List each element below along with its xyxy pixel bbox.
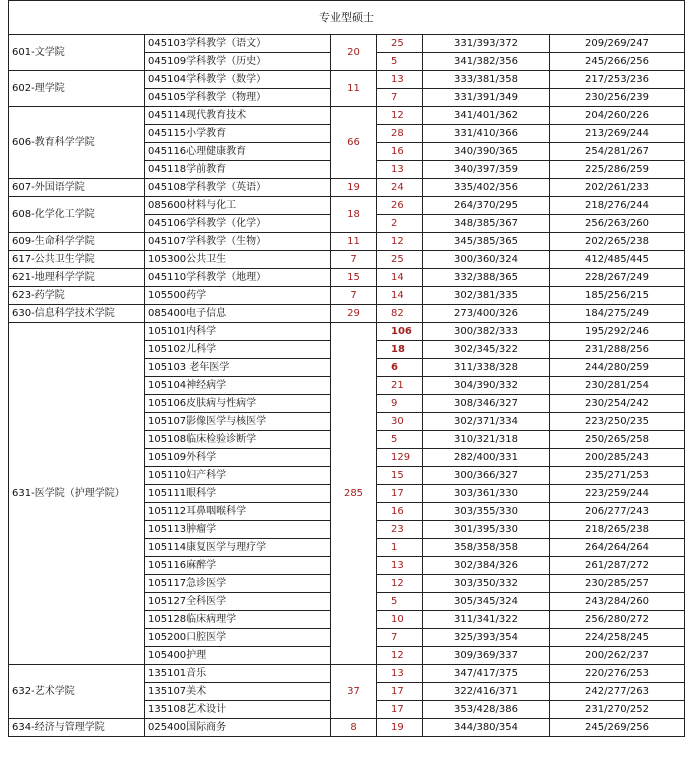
table-row (9, 107, 685, 125)
total-score-cell: 309/369/337 (423, 647, 550, 665)
total-score-cell: 264/370/295 (423, 197, 550, 215)
major-cell: 045105学科教学（物理） (145, 89, 331, 107)
major-cell: 105113肿瘤学 (145, 521, 331, 539)
quota-cell: 66 (331, 107, 377, 179)
table-title: 专业型硕士 (9, 1, 685, 35)
subject-score-cell: 231/270/252 (550, 701, 685, 719)
total-score-cell: 303/355/330 (423, 503, 550, 521)
subject-score-cell: 224/258/245 (550, 629, 685, 647)
college-cell: 632-艺术学院 (9, 665, 145, 719)
enrolled-cell: 5 (377, 593, 423, 611)
total-score-cell: 348/385/367 (423, 215, 550, 233)
subject-score-cell: 213/269/244 (550, 125, 685, 143)
college-cell: 634-经济与管理学院 (9, 719, 145, 737)
enrolled-cell: 106 (377, 323, 423, 341)
enrolled-cell: 13 (377, 71, 423, 89)
subject-score-cell: 223/259/244 (550, 485, 685, 503)
major-cell: 045116心理健康教育 (145, 143, 331, 161)
subject-score-cell: 225/286/259 (550, 161, 685, 179)
major-cell: 105128临床病理学 (145, 611, 331, 629)
quota-cell: 37 (331, 665, 377, 719)
total-score-cell: 304/390/332 (423, 377, 550, 395)
total-score-cell: 340/390/365 (423, 143, 550, 161)
major-cell: 085400电子信息 (145, 305, 331, 323)
major-cell: 105114康复医学与理疗学 (145, 539, 331, 557)
major-cell: 105102儿科学 (145, 341, 331, 359)
enrolled-cell: 12 (377, 107, 423, 125)
subject-score-cell: 206/277/243 (550, 503, 685, 521)
subject-score-cell: 185/256/215 (550, 287, 685, 305)
title-row (9, 1, 685, 35)
enrolled-cell: 25 (377, 35, 423, 53)
enrolled-cell: 12 (377, 233, 423, 251)
total-score-cell: 302/371/334 (423, 413, 550, 431)
enrolled-cell: 9 (377, 395, 423, 413)
enrolled-cell: 17 (377, 701, 423, 719)
subject-score-cell: 220/276/253 (550, 665, 685, 683)
subject-score-cell: 256/263/260 (550, 215, 685, 233)
subject-score-cell: 244/280/259 (550, 359, 685, 377)
major-cell: 105106皮肤病与性病学 (145, 395, 331, 413)
college-cell: 609-生命科学学院 (9, 233, 145, 251)
total-score-cell: 332/388/365 (423, 269, 550, 287)
enrolled-cell: 2 (377, 215, 423, 233)
college-cell: 617-公共卫生学院 (9, 251, 145, 269)
enrolled-cell: 16 (377, 503, 423, 521)
subject-score-cell: 230/254/242 (550, 395, 685, 413)
total-score-cell: 273/400/326 (423, 305, 550, 323)
total-score-cell: 344/380/354 (423, 719, 550, 737)
subject-score-cell: 204/260/226 (550, 107, 685, 125)
total-score-cell: 353/428/386 (423, 701, 550, 719)
major-cell: 135101音乐 (145, 665, 331, 683)
college-cell: 608-化学化工学院 (9, 197, 145, 233)
subject-score-cell: 412/485/445 (550, 251, 685, 269)
table-row (9, 179, 685, 197)
major-cell: 045118学前教育 (145, 161, 331, 179)
subject-score-cell: 230/256/239 (550, 89, 685, 107)
score-sheet (8, 0, 684, 765)
enrolled-cell: 13 (377, 557, 423, 575)
quota-cell: 285 (331, 323, 377, 665)
quota-cell: 11 (331, 233, 377, 251)
major-cell: 105112耳鼻咽喉科学 (145, 503, 331, 521)
college-cell: 623-药学院 (9, 287, 145, 305)
major-cell: 105116麻醉学 (145, 557, 331, 575)
major-cell: 105108临床检验诊断学 (145, 431, 331, 449)
quota-cell: 19 (331, 179, 377, 197)
total-score-cell: 301/395/330 (423, 521, 550, 539)
total-score-cell: 322/416/371 (423, 683, 550, 701)
table-row (9, 323, 685, 341)
total-score-cell: 345/385/365 (423, 233, 550, 251)
quota-cell: 15 (331, 269, 377, 287)
subject-score-cell: 250/265/258 (550, 431, 685, 449)
college-cell: 621-地理科学学院 (9, 269, 145, 287)
total-score-cell: 305/345/324 (423, 593, 550, 611)
subject-score-cell: 254/281/267 (550, 143, 685, 161)
major-cell: 105104神经病学 (145, 377, 331, 395)
major-cell: 135108艺术设计 (145, 701, 331, 719)
subject-score-cell: 235/271/253 (550, 467, 685, 485)
subject-score-cell: 200/262/237 (550, 647, 685, 665)
subject-score-cell: 242/277/263 (550, 683, 685, 701)
major-cell: 105107影像医学与核医学 (145, 413, 331, 431)
subject-score-cell: 261/287/272 (550, 557, 685, 575)
total-score-cell: 302/345/322 (423, 341, 550, 359)
table-row (9, 665, 685, 683)
quota-cell: 11 (331, 71, 377, 107)
major-cell: 045109学科教学（历史） (145, 53, 331, 71)
total-score-cell: 303/350/332 (423, 575, 550, 593)
subject-score-cell: 223/250/235 (550, 413, 685, 431)
major-cell: 025400国际商务 (145, 719, 331, 737)
quota-cell: 7 (331, 287, 377, 305)
major-cell: 045103学科教学（语文） (145, 35, 331, 53)
quota-cell: 20 (331, 35, 377, 71)
subject-score-cell: 228/267/249 (550, 269, 685, 287)
enrolled-cell: 14 (377, 269, 423, 287)
total-score-cell: 303/361/330 (423, 485, 550, 503)
enrolled-cell: 7 (377, 629, 423, 647)
enrolled-cell: 30 (377, 413, 423, 431)
subject-score-cell: 200/285/243 (550, 449, 685, 467)
college-cell: 607-外国语学院 (9, 179, 145, 197)
major-cell: 105101内科学 (145, 323, 331, 341)
score-table (8, 0, 685, 737)
total-score-cell: 331/410/366 (423, 125, 550, 143)
major-cell: 105110妇产科学 (145, 467, 331, 485)
table-row (9, 269, 685, 287)
total-score-cell: 340/397/359 (423, 161, 550, 179)
total-score-cell: 300/360/324 (423, 251, 550, 269)
quota-cell: 8 (331, 719, 377, 737)
major-cell: 105200口腔医学 (145, 629, 331, 647)
total-score-cell: 310/321/318 (423, 431, 550, 449)
subject-score-cell: 230/281/254 (550, 377, 685, 395)
subject-score-cell: 245/269/256 (550, 719, 685, 737)
enrolled-cell: 7 (377, 89, 423, 107)
subject-score-cell: 202/261/233 (550, 179, 685, 197)
total-score-cell: 308/346/327 (423, 395, 550, 413)
enrolled-cell: 16 (377, 143, 423, 161)
major-cell: 045104学科教学（数学） (145, 71, 331, 89)
major-cell: 045106学科教学（化学） (145, 215, 331, 233)
total-score-cell: 311/341/322 (423, 611, 550, 629)
enrolled-cell: 26 (377, 197, 423, 215)
subject-score-cell: 245/266/256 (550, 53, 685, 71)
total-score-cell: 331/391/349 (423, 89, 550, 107)
table-row (9, 719, 685, 737)
major-cell: 085600材料与化工 (145, 197, 331, 215)
enrolled-cell: 21 (377, 377, 423, 395)
enrolled-cell: 10 (377, 611, 423, 629)
enrolled-cell: 1 (377, 539, 423, 557)
quota-cell: 29 (331, 305, 377, 323)
table-row (9, 251, 685, 269)
table-row (9, 71, 685, 89)
subject-score-cell: 264/264/264 (550, 539, 685, 557)
enrolled-cell: 6 (377, 359, 423, 377)
major-cell: 105117急诊医学 (145, 575, 331, 593)
major-cell: 105127全科医学 (145, 593, 331, 611)
table-row (9, 305, 685, 323)
enrolled-cell: 5 (377, 431, 423, 449)
total-score-cell: 300/382/333 (423, 323, 550, 341)
quota-cell: 7 (331, 251, 377, 269)
college-cell: 602-理学院 (9, 71, 145, 107)
total-score-cell: 311/338/328 (423, 359, 550, 377)
total-score-cell: 282/400/331 (423, 449, 550, 467)
enrolled-cell: 5 (377, 53, 423, 71)
enrolled-cell: 19 (377, 719, 423, 737)
major-cell: 045115小学教育 (145, 125, 331, 143)
subject-score-cell: 209/269/247 (550, 35, 685, 53)
enrolled-cell: 28 (377, 125, 423, 143)
subject-score-cell: 230/285/257 (550, 575, 685, 593)
enrolled-cell: 12 (377, 575, 423, 593)
enrolled-cell: 15 (377, 467, 423, 485)
enrolled-cell: 14 (377, 287, 423, 305)
major-cell: 105300公共卫生 (145, 251, 331, 269)
college-cell: 601-文学院 (9, 35, 145, 71)
subject-score-cell: 231/288/256 (550, 341, 685, 359)
quota-cell: 18 (331, 197, 377, 233)
total-score-cell: 341/382/356 (423, 53, 550, 71)
major-cell: 105109外科学 (145, 449, 331, 467)
major-cell: 045108学科教学（英语） (145, 179, 331, 197)
table-row (9, 233, 685, 251)
table-row (9, 35, 685, 53)
subject-score-cell: 202/265/238 (550, 233, 685, 251)
total-score-cell: 302/381/335 (423, 287, 550, 305)
enrolled-cell: 17 (377, 683, 423, 701)
total-score-cell: 341/401/362 (423, 107, 550, 125)
major-cell: 105500药学 (145, 287, 331, 305)
total-score-cell: 331/393/372 (423, 35, 550, 53)
major-cell: 105400护理 (145, 647, 331, 665)
table-row (9, 197, 685, 215)
college-cell: 631-医学院（护理学院） (9, 323, 145, 665)
major-cell: 135107美术 (145, 683, 331, 701)
enrolled-cell: 12 (377, 647, 423, 665)
enrolled-cell: 13 (377, 665, 423, 683)
subject-score-cell: 256/280/272 (550, 611, 685, 629)
total-score-cell: 358/358/358 (423, 539, 550, 557)
enrolled-cell: 18 (377, 341, 423, 359)
total-score-cell: 333/381/358 (423, 71, 550, 89)
table-body (9, 1, 685, 737)
total-score-cell: 335/402/356 (423, 179, 550, 197)
subject-score-cell: 184/275/249 (550, 305, 685, 323)
enrolled-cell: 82 (377, 305, 423, 323)
enrolled-cell: 17 (377, 485, 423, 503)
subject-score-cell: 217/253/236 (550, 71, 685, 89)
subject-score-cell: 218/265/238 (550, 521, 685, 539)
enrolled-cell: 129 (377, 449, 423, 467)
subject-score-cell: 218/276/244 (550, 197, 685, 215)
enrolled-cell: 23 (377, 521, 423, 539)
subject-score-cell: 243/284/260 (550, 593, 685, 611)
total-score-cell: 300/366/327 (423, 467, 550, 485)
total-score-cell: 347/417/375 (423, 665, 550, 683)
subject-score-cell: 195/292/246 (550, 323, 685, 341)
major-cell: 045107学科教学（生物） (145, 233, 331, 251)
enrolled-cell: 24 (377, 179, 423, 197)
enrolled-cell: 13 (377, 161, 423, 179)
table-row (9, 287, 685, 305)
major-cell: 045110学科教学（地理） (145, 269, 331, 287)
major-cell: 045114现代教育技术 (145, 107, 331, 125)
major-cell: 105111眼科学 (145, 485, 331, 503)
major-cell: 105103 老年医学 (145, 359, 331, 377)
enrolled-cell: 25 (377, 251, 423, 269)
total-score-cell: 325/393/354 (423, 629, 550, 647)
college-cell: 630-信息科学技术学院 (9, 305, 145, 323)
college-cell: 606-教育科学学院 (9, 107, 145, 179)
total-score-cell: 302/384/326 (423, 557, 550, 575)
